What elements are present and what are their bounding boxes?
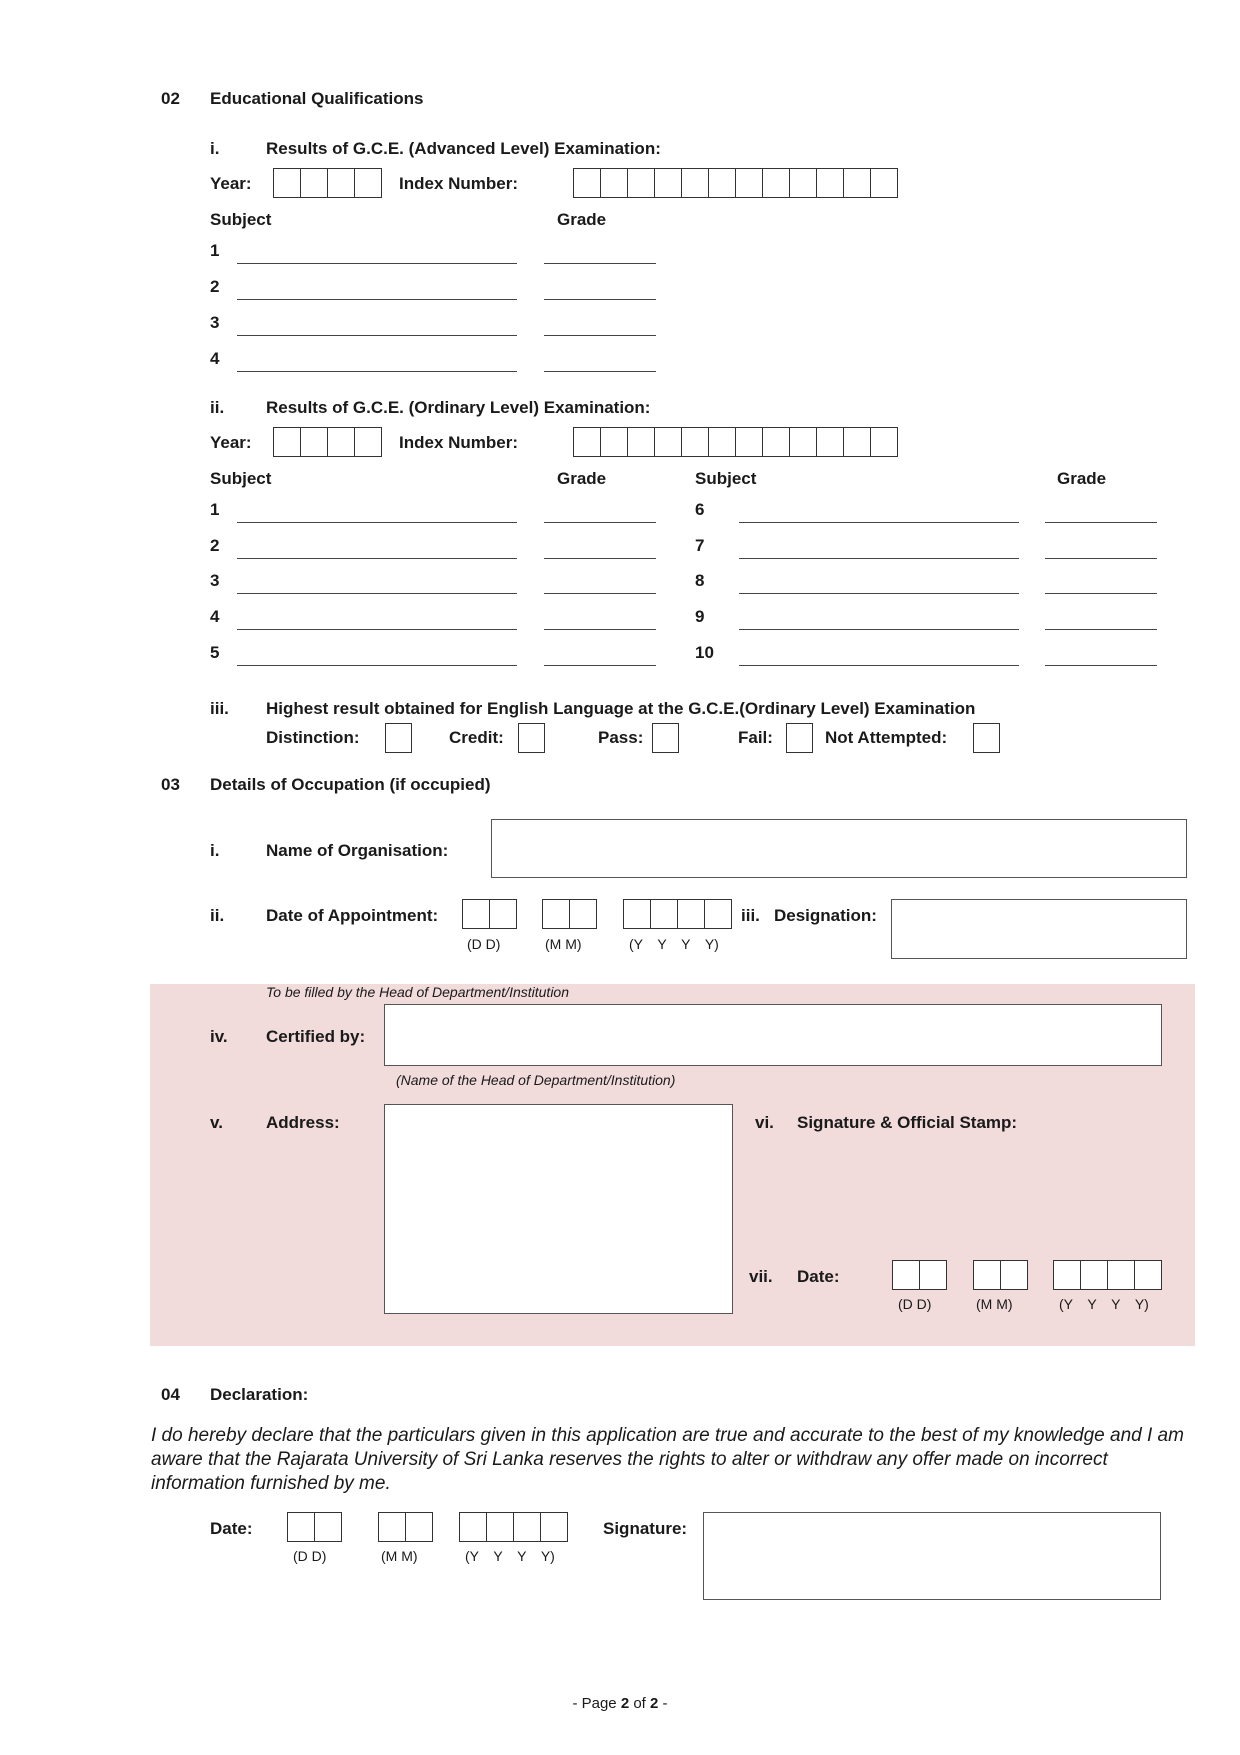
ol-index-boxes[interactable] <box>573 427 897 457</box>
english-credit-checkbox[interactable] <box>518 723 545 753</box>
english-option-credit-label: Credit: <box>449 728 504 747</box>
footer-total-pages: 2 <box>650 1695 659 1712</box>
ol-title: Results of G.C.E. (Ordinary Level) Examination: <box>266 398 651 417</box>
al-row-number: 4 <box>210 349 220 368</box>
english-fail-checkbox[interactable] <box>786 723 813 753</box>
ol-subject-7-field[interactable] <box>739 558 1019 559</box>
section-03-title: Details of Occupation (if occupied) <box>210 775 491 794</box>
ol-row-number: 3 <box>210 571 220 590</box>
ol-grade-7-field[interactable] <box>1045 558 1157 559</box>
decl-signature-label: Signature: <box>603 1519 688 1538</box>
ol-grade-6-field[interactable] <box>1045 522 1157 523</box>
al-year-label: Year: <box>210 174 252 193</box>
english-option-not-attempted-label: Not Attempted: <box>825 728 948 747</box>
address-field[interactable] <box>384 1104 733 1314</box>
ol-grade-4-field[interactable] <box>544 629 656 630</box>
english-option-pass-label: Pass: <box>598 728 644 747</box>
decl-month-boxes[interactable] <box>378 1512 432 1542</box>
section-02-title: Educational Qualifications <box>210 89 424 108</box>
al-subject-2-field[interactable] <box>237 299 517 300</box>
al-grade-header: Grade <box>557 210 607 229</box>
signature-stamp-label: Signature & Official Stamp: <box>797 1113 1018 1132</box>
ol-row-number: 6 <box>695 500 705 519</box>
al-subject-4-field[interactable] <box>237 371 517 372</box>
al-title: Results of G.C.E. (Advanced Level) Examination: <box>266 139 661 158</box>
al-subject-3-field[interactable] <box>237 335 517 336</box>
appt-label: Date of Appointment: <box>266 906 439 925</box>
ol-subject-6-field[interactable] <box>739 522 1019 523</box>
hod-mm-hint: (M M) <box>976 1296 1013 1312</box>
decl-yyyy-hint: (Y Y Y Y) <box>465 1548 555 1564</box>
ol-subject-header: Subject <box>210 469 272 488</box>
appt-yyyy-hint: (Y Y Y Y) <box>629 936 719 952</box>
ol-index-label: Index Number: <box>399 433 519 452</box>
section-04-number: 04 <box>161 1385 180 1404</box>
decl-mm-hint: (M M) <box>381 1548 418 1564</box>
ol-grade-3-field[interactable] <box>544 593 656 594</box>
ol-subject-8-field[interactable] <box>739 593 1019 594</box>
english-distinction-checkbox[interactable] <box>385 723 412 753</box>
ol-grade-2-field[interactable] <box>544 558 656 559</box>
hod-note: To be filled by the Head of Department/Institution <box>266 984 569 1000</box>
appt-year-boxes[interactable] <box>623 899 731 929</box>
ol-subject-5-field[interactable] <box>237 665 517 666</box>
decl-signature-field[interactable] <box>703 1512 1161 1600</box>
al-row-number: 1 <box>210 241 220 260</box>
appt-day-boxes[interactable] <box>462 899 516 929</box>
ol-row-number: 9 <box>695 607 705 626</box>
al-subject-header: Subject <box>210 210 272 229</box>
section-04-title: Declaration: <box>210 1385 309 1404</box>
al-grade-3-field[interactable] <box>544 335 656 336</box>
section-02-number: 02 <box>161 89 180 108</box>
ol-subject-header-2: Subject <box>695 469 757 488</box>
ol-subject-2-field[interactable] <box>237 558 517 559</box>
certified-by-field[interactable] <box>384 1004 1162 1066</box>
ol-roman: ii. <box>210 398 225 417</box>
certified-roman: iv. <box>210 1027 228 1046</box>
appt-dd-hint: (D D) <box>467 936 501 952</box>
english-not-attempted-checkbox[interactable] <box>973 723 1000 753</box>
hod-year-boxes[interactable] <box>1053 1260 1161 1290</box>
ol-row-number: 2 <box>210 536 220 555</box>
english-title: Highest result obtained for English Language at the G.C.E.(Ordinary Level) Examination <box>266 699 976 718</box>
ol-row-number: 10 <box>695 643 714 662</box>
designation-label: Designation: <box>774 906 877 925</box>
hod-yyyy-hint: (Y Y Y Y) <box>1059 1296 1149 1312</box>
page-footer <box>0 1695 1240 1712</box>
designation-roman: iii. <box>741 906 760 925</box>
footer-suffix: - <box>658 1695 668 1712</box>
signature-roman: vi. <box>755 1113 774 1132</box>
address-label: Address: <box>266 1113 340 1132</box>
al-index-boxes[interactable] <box>573 168 897 198</box>
footer-of: of <box>629 1695 651 1712</box>
section-03-number: 03 <box>161 775 180 794</box>
certified-note: (Name of the Head of Department/Institution) <box>396 1072 676 1088</box>
ol-year-label: Year: <box>210 433 252 452</box>
english-option-distinction-label: Distinction: <box>266 728 360 747</box>
english-option-fail-label: Fail: <box>738 728 773 747</box>
al-subject-1-field[interactable] <box>237 263 517 264</box>
english-roman: iii. <box>210 699 229 718</box>
ol-subject-1-field[interactable] <box>237 522 517 523</box>
ol-subject-9-field[interactable] <box>739 629 1019 630</box>
hod-dd-hint: (D D) <box>898 1296 932 1312</box>
decl-dd-hint: (D D) <box>293 1548 327 1564</box>
ol-grade-8-field[interactable] <box>1045 593 1157 594</box>
al-grade-4-field[interactable] <box>544 371 656 372</box>
ol-subject-10-field[interactable] <box>739 665 1019 666</box>
ol-row-number: 5 <box>210 643 220 662</box>
ol-row-number: 4 <box>210 607 220 626</box>
ol-grade-header-2: Grade <box>1057 469 1107 488</box>
appt-roman: ii. <box>210 906 225 925</box>
ol-grade-5-field[interactable] <box>544 665 656 666</box>
al-row-number: 2 <box>210 277 220 296</box>
appt-month-boxes[interactable] <box>542 899 596 929</box>
ol-row-number: 8 <box>695 571 705 590</box>
hod-day-boxes[interactable] <box>892 1260 946 1290</box>
footer-prefix: - Page <box>572 1695 621 1712</box>
al-row-number: 3 <box>210 313 220 332</box>
decl-year-boxes[interactable] <box>459 1512 567 1542</box>
ol-row-number: 7 <box>695 536 705 555</box>
ol-subject-3-field[interactable] <box>237 593 517 594</box>
decl-date-label: Date: <box>210 1519 253 1538</box>
hod-date-label: Date: <box>797 1267 840 1286</box>
org-roman: i. <box>210 841 220 860</box>
declaration-text: I do hereby declare that the particulars given in this application are true and accurate to the best of my knowledge and I am aware that the Rajarata University of Sri Lanka reserves the rights to alter or withdraw any offer made on incorrect information furnished by me. <box>151 1425 1184 1494</box>
hod-date-roman: vii. <box>749 1267 773 1286</box>
appt-mm-hint: (M M) <box>545 936 582 952</box>
ol-row-number: 1 <box>210 500 220 519</box>
ol-grade-10-field[interactable] <box>1045 665 1157 666</box>
ol-grade-header: Grade <box>557 469 607 488</box>
al-grade-1-field[interactable] <box>544 263 656 264</box>
al-grade-2-field[interactable] <box>544 299 656 300</box>
english-pass-checkbox[interactable] <box>652 723 679 753</box>
hod-month-boxes[interactable] <box>973 1260 1027 1290</box>
ol-year-boxes[interactable] <box>273 427 381 457</box>
org-label: Name of Organisation: <box>266 841 449 860</box>
decl-day-boxes[interactable] <box>287 1512 341 1542</box>
al-roman: i. <box>210 139 220 158</box>
al-index-label: Index Number: <box>399 174 519 193</box>
ol-subject-4-field[interactable] <box>237 629 517 630</box>
designation-field[interactable] <box>891 899 1187 959</box>
organisation-name-field[interactable] <box>491 819 1187 878</box>
certified-label: Certified by: <box>266 1027 366 1046</box>
al-year-boxes[interactable] <box>273 168 381 198</box>
ol-grade-9-field[interactable] <box>1045 629 1157 630</box>
ol-grade-1-field[interactable] <box>544 522 656 523</box>
footer-current-page: 2 <box>620 1695 630 1712</box>
address-roman: v. <box>210 1113 223 1132</box>
